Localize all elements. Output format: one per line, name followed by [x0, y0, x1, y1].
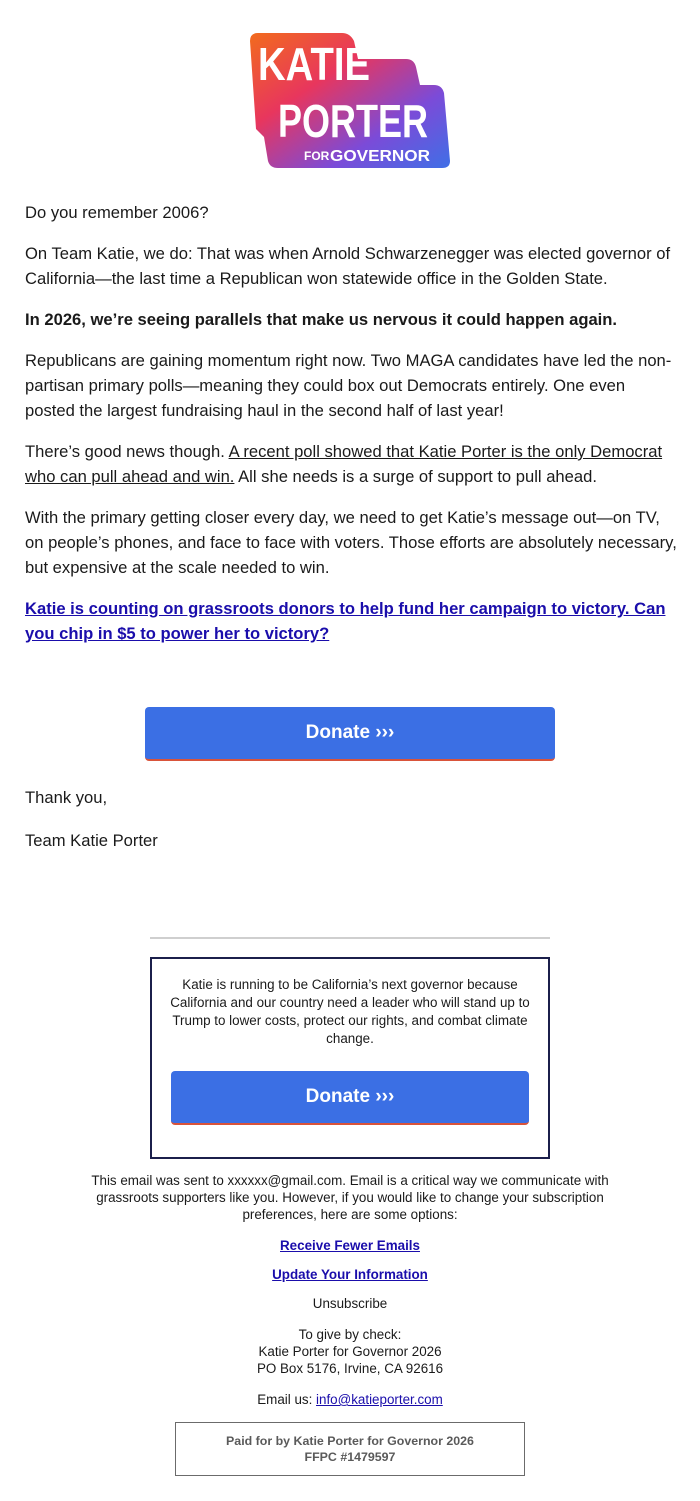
paragraph-primary: With the primary getting closer every day, we need to get Katie’s message out—on TV, on people’s phones, and face to face with voters. Those efforts are absolutely necessary, but expensive at the scale needed to win. — [25, 508, 677, 577]
contact-email-link[interactable]: info@katieporter.com — [316, 1392, 443, 1407]
mission-box — [150, 957, 550, 1159]
email-body — [25, 200, 677, 646]
signoff-team: Team Katie Porter — [25, 831, 158, 850]
paragraph-2006: On Team Katie, we do: That was when Arnold Schwarzenegger was elected governor of California—the last time a Republican won statewide office in the Golden State. — [25, 244, 671, 288]
logo-line-porter: PORTER — [278, 95, 428, 147]
good-news-tail: All she needs is a surge of support to pull ahead. — [234, 467, 597, 486]
logo-line-katie: KATIE — [258, 38, 370, 90]
footer-donate-button[interactable]: Donate ››› — [171, 1071, 529, 1125]
legal-notice: This email was sent to xxxxxx@gmail.com. Email is a critical way we communicate with grassroots supporters like you. However, if you would like to change your subscription preferences, here are some options: — [91, 1173, 609, 1222]
signoff-thanks: Thank you, — [25, 788, 108, 807]
check-name: Katie Porter for Governor 2026 — [258, 1344, 442, 1359]
unsubscribe-link[interactable]: Unsubscribe — [312, 1296, 388, 1311]
receive-fewer-emails-link[interactable]: Receive Fewer Emails — [280, 1238, 420, 1253]
paid-for-line: Paid for by Katie Porter for Governor 2026 — [226, 1434, 474, 1448]
poll-link[interactable]: A recent poll showed that Katie Porter is the only Democrat who can pull ahead and win. — [25, 442, 663, 486]
campaign-logo[interactable] — [250, 33, 450, 168]
paragraph-intro: Do you remember 2006? — [25, 203, 209, 222]
unsubscribe-row — [0, 1295, 700, 1324]
footer-divider — [150, 937, 550, 939]
email-us-line — [0, 1391, 700, 1408]
donate-button[interactable]: Donate ››› — [145, 707, 555, 761]
chip-in-link[interactable]: Katie is counting on grassroots donors to help fund her campaign to victory. Can you chip in $5 to power her to victory? — [25, 599, 666, 643]
paragraph-bold-warning: In 2026, we’re seeing parallels that make us nervous it could happen again. — [25, 310, 618, 329]
logo-line-governor: GOVERNOR — [330, 148, 431, 165]
paragraph-momentum: Republicans are gaining momentum right now. Two MAGA candidates have led the non-partisan primary polls—meaning they could box out Democrats entirely. One even posted the largest fundraising haul in the second half of last year! — [25, 351, 672, 420]
logo-word-for: FOR — [304, 149, 330, 163]
paragraph-cta — [25, 596, 677, 646]
subscription-links — [0, 1237, 700, 1324]
update-information-link[interactable]: Update Your Information — [272, 1267, 428, 1282]
paragraph-good-news — [25, 439, 677, 489]
paid-for-disclaimer — [175, 1422, 525, 1476]
fewer-emails-row — [0, 1237, 700, 1266]
mission-text: Katie is running to be California’s next governor because California and our country need a leader who will stand up to Trump to lower costs, protect our rights, and combat climate change. — [170, 977, 530, 1046]
check-address-block — [0, 1326, 700, 1377]
check-address: PO Box 5176, Irvine, CA 92616 — [256, 1361, 444, 1376]
check-title: To give by check: — [298, 1327, 402, 1342]
good-news-text: There’s good news though. — [25, 442, 229, 461]
email-us-label: Email us: — [257, 1392, 317, 1407]
ffpc-number: FFPC #1479597 — [304, 1450, 396, 1464]
update-info-row — [0, 1266, 700, 1295]
